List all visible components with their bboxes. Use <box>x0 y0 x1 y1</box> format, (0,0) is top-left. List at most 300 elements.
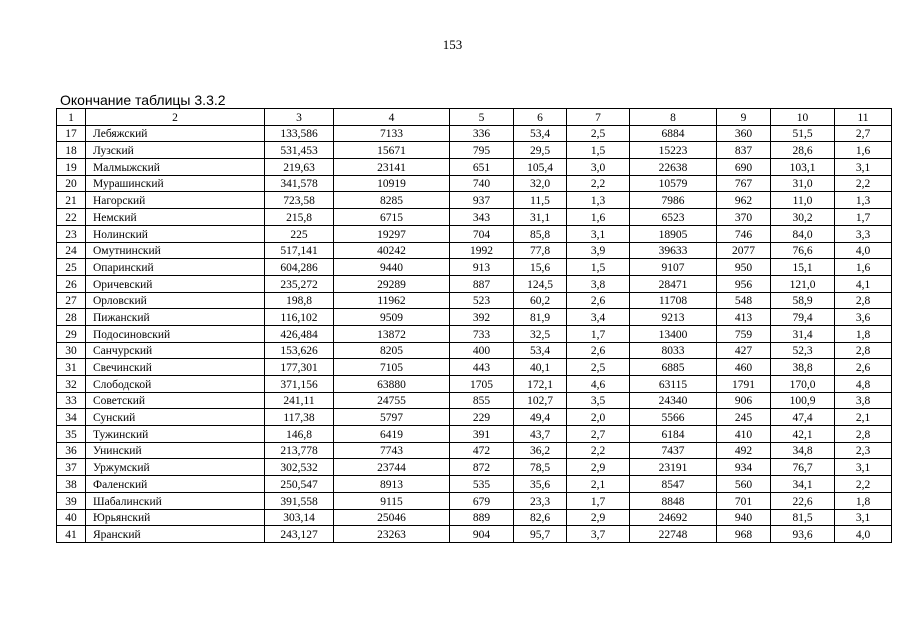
value-cell: 9440 <box>334 259 450 276</box>
table-row <box>57 192 892 209</box>
table-row <box>57 175 892 192</box>
value-cell: 229 <box>450 409 514 426</box>
value-cell: 23,3 <box>514 492 567 509</box>
row-number-cell: 37 <box>57 459 86 476</box>
value-cell: 32,0 <box>514 175 567 192</box>
value-cell: 2,8 <box>835 426 892 443</box>
district-name-cell: Сунский <box>86 409 265 426</box>
value-cell: 1791 <box>717 376 771 393</box>
value-cell: 1,6 <box>835 259 892 276</box>
value-cell: 172,1 <box>514 376 567 393</box>
value-cell: 336 <box>450 125 514 142</box>
value-cell: 243,127 <box>265 526 334 543</box>
value-cell: 6715 <box>334 209 450 226</box>
column-header: 5 <box>450 109 514 126</box>
row-number-cell: 25 <box>57 259 86 276</box>
value-cell: 2,2 <box>835 476 892 493</box>
value-cell: 103,1 <box>771 159 835 176</box>
value-cell: 43,7 <box>514 426 567 443</box>
column-header: 11 <box>835 109 892 126</box>
value-cell: 410 <box>717 426 771 443</box>
value-cell: 82,6 <box>514 509 567 526</box>
value-cell: 6419 <box>334 426 450 443</box>
row-number-cell: 41 <box>57 526 86 543</box>
value-cell: 235,272 <box>265 275 334 292</box>
value-cell: 15671 <box>334 142 450 159</box>
value-cell: 121,0 <box>771 275 835 292</box>
value-cell: 6884 <box>630 125 717 142</box>
value-cell: 872 <box>450 459 514 476</box>
value-cell: 837 <box>717 142 771 159</box>
column-header: 4 <box>334 109 450 126</box>
value-cell: 8285 <box>334 192 450 209</box>
value-cell: 213,778 <box>265 442 334 459</box>
value-cell: 36,2 <box>514 442 567 459</box>
value-cell: 962 <box>717 192 771 209</box>
value-cell: 679 <box>450 492 514 509</box>
table-row <box>57 275 892 292</box>
column-header: 9 <box>717 109 771 126</box>
district-name-cell: Омутнинский <box>86 242 265 259</box>
value-cell: 28471 <box>630 275 717 292</box>
value-cell: 31,1 <box>514 209 567 226</box>
value-cell: 1992 <box>450 242 514 259</box>
value-cell: 19297 <box>334 225 450 242</box>
value-cell: 81,5 <box>771 509 835 526</box>
value-cell: 3,3 <box>835 225 892 242</box>
value-cell: 3,5 <box>567 392 630 409</box>
column-header: 1 <box>57 109 86 126</box>
district-name-cell: Пижанский <box>86 309 265 326</box>
value-cell: 2,1 <box>835 409 892 426</box>
column-header: 2 <box>86 109 265 126</box>
value-cell: 3,7 <box>567 526 630 543</box>
value-cell: 426,484 <box>265 325 334 342</box>
value-cell: 133,586 <box>265 125 334 142</box>
value-cell: 7133 <box>334 125 450 142</box>
district-name-cell: Опаринский <box>86 259 265 276</box>
table-row <box>57 526 892 543</box>
value-cell: 84,0 <box>771 225 835 242</box>
value-cell: 2,6 <box>835 359 892 376</box>
value-cell: 47,4 <box>771 409 835 426</box>
header-row <box>57 109 892 126</box>
value-cell: 28,6 <box>771 142 835 159</box>
value-cell: 51,5 <box>771 125 835 142</box>
value-cell: 40242 <box>334 242 450 259</box>
row-number-cell: 23 <box>57 225 86 242</box>
value-cell: 3,0 <box>567 159 630 176</box>
value-cell: 1,7 <box>835 209 892 226</box>
value-cell: 1,8 <box>835 492 892 509</box>
value-cell: 93,6 <box>771 526 835 543</box>
table-row <box>57 492 892 509</box>
value-cell: 177,301 <box>265 359 334 376</box>
value-cell: 427 <box>717 342 771 359</box>
row-number-cell: 36 <box>57 442 86 459</box>
value-cell: 31,0 <box>771 175 835 192</box>
district-name-cell: Юрьянский <box>86 509 265 526</box>
district-name-cell: Орловский <box>86 292 265 309</box>
row-number-cell: 22 <box>57 209 86 226</box>
value-cell: 2,2 <box>567 175 630 192</box>
table-row <box>57 409 892 426</box>
value-cell: 23744 <box>334 459 450 476</box>
row-number-cell: 33 <box>57 392 86 409</box>
value-cell: 560 <box>717 476 771 493</box>
value-cell: 2,5 <box>567 359 630 376</box>
table-caption: Окончание таблицы 3.3.2 <box>60 92 226 108</box>
value-cell: 8033 <box>630 342 717 359</box>
value-cell: 25046 <box>334 509 450 526</box>
value-cell: 1,5 <box>567 259 630 276</box>
value-cell: 63115 <box>630 376 717 393</box>
value-cell: 52,3 <box>771 342 835 359</box>
table-row <box>57 309 892 326</box>
value-cell: 701 <box>717 492 771 509</box>
value-cell: 2,2 <box>567 442 630 459</box>
district-name-cell: Свечинский <box>86 359 265 376</box>
row-number-cell: 32 <box>57 376 86 393</box>
value-cell: 60,2 <box>514 292 567 309</box>
value-cell: 2,2 <box>835 175 892 192</box>
value-cell: 746 <box>717 225 771 242</box>
value-cell: 22748 <box>630 526 717 543</box>
value-cell: 78,5 <box>514 459 567 476</box>
value-cell: 3,9 <box>567 242 630 259</box>
district-name-cell: Мурашинский <box>86 175 265 192</box>
value-cell: 31,4 <box>771 325 835 342</box>
value-cell: 3,1 <box>835 159 892 176</box>
value-cell: 9115 <box>334 492 450 509</box>
value-cell: 523 <box>450 292 514 309</box>
district-name-cell: Тужинский <box>86 426 265 443</box>
value-cell: 1,3 <box>835 192 892 209</box>
district-name-cell: Унинский <box>86 442 265 459</box>
value-cell: 76,6 <box>771 242 835 259</box>
district-name-cell: Слободской <box>86 376 265 393</box>
value-cell: 24755 <box>334 392 450 409</box>
value-cell: 40,1 <box>514 359 567 376</box>
row-number-cell: 30 <box>57 342 86 359</box>
row-number-cell: 38 <box>57 476 86 493</box>
district-name-cell: Яранский <box>86 526 265 543</box>
value-cell: 887 <box>450 275 514 292</box>
value-cell: 548 <box>717 292 771 309</box>
table-row <box>57 242 892 259</box>
value-cell: 2,6 <box>567 342 630 359</box>
value-cell: 950 <box>717 259 771 276</box>
value-cell: 759 <box>717 325 771 342</box>
value-cell: 7105 <box>334 359 450 376</box>
value-cell: 3,1 <box>835 459 892 476</box>
value-cell: 250,547 <box>265 476 334 493</box>
row-number-cell: 34 <box>57 409 86 426</box>
row-number-cell: 28 <box>57 309 86 326</box>
row-number-cell: 31 <box>57 359 86 376</box>
value-cell: 2,9 <box>567 459 630 476</box>
value-cell: 4,0 <box>835 242 892 259</box>
district-name-cell: Нагорский <box>86 192 265 209</box>
value-cell: 2,5 <box>567 125 630 142</box>
value-cell: 2,7 <box>567 426 630 443</box>
table-row <box>57 142 892 159</box>
value-cell: 855 <box>450 392 514 409</box>
table-row <box>57 259 892 276</box>
value-cell: 535 <box>450 476 514 493</box>
table-row <box>57 342 892 359</box>
value-cell: 32,5 <box>514 325 567 342</box>
value-cell: 53,4 <box>514 125 567 142</box>
value-cell: 934 <box>717 459 771 476</box>
table-row <box>57 292 892 309</box>
value-cell: 460 <box>717 359 771 376</box>
value-cell: 11962 <box>334 292 450 309</box>
value-cell: 4,8 <box>835 376 892 393</box>
value-cell: 343 <box>450 209 514 226</box>
value-cell: 371,156 <box>265 376 334 393</box>
value-cell: 198,8 <box>265 292 334 309</box>
value-cell: 2,3 <box>835 442 892 459</box>
value-cell: 956 <box>717 275 771 292</box>
value-cell: 18905 <box>630 225 717 242</box>
value-cell: 795 <box>450 142 514 159</box>
value-cell: 35,6 <box>514 476 567 493</box>
row-number-cell: 18 <box>57 142 86 159</box>
value-cell: 76,7 <box>771 459 835 476</box>
value-cell: 102,7 <box>514 392 567 409</box>
value-cell: 704 <box>450 225 514 242</box>
value-cell: 9509 <box>334 309 450 326</box>
value-cell: 4,1 <box>835 275 892 292</box>
table-body <box>57 125 892 542</box>
value-cell: 940 <box>717 509 771 526</box>
value-cell: 6184 <box>630 426 717 443</box>
value-cell: 10919 <box>334 175 450 192</box>
district-name-cell: Немский <box>86 209 265 226</box>
value-cell: 2,1 <box>567 476 630 493</box>
value-cell: 170,0 <box>771 376 835 393</box>
value-cell: 23263 <box>334 526 450 543</box>
value-cell: 2,9 <box>567 509 630 526</box>
value-cell: 303,14 <box>265 509 334 526</box>
value-cell: 146,8 <box>265 426 334 443</box>
value-cell: 302,532 <box>265 459 334 476</box>
table-row <box>57 159 892 176</box>
value-cell: 85,8 <box>514 225 567 242</box>
value-cell: 11708 <box>630 292 717 309</box>
value-cell: 1,3 <box>567 192 630 209</box>
value-cell: 38,8 <box>771 359 835 376</box>
value-cell: 24692 <box>630 509 717 526</box>
value-cell: 124,5 <box>514 275 567 292</box>
value-cell: 29289 <box>334 275 450 292</box>
data-table <box>56 108 892 543</box>
table-row <box>57 426 892 443</box>
value-cell: 413 <box>717 309 771 326</box>
district-name-cell: Шабалинский <box>86 492 265 509</box>
value-cell: 2,0 <box>567 409 630 426</box>
value-cell: 34,8 <box>771 442 835 459</box>
value-cell: 8913 <box>334 476 450 493</box>
district-name-cell: Малмыжский <box>86 159 265 176</box>
value-cell: 4,0 <box>835 526 892 543</box>
district-name-cell: Оричевский <box>86 275 265 292</box>
table-row <box>57 325 892 342</box>
value-cell: 391,558 <box>265 492 334 509</box>
value-cell: 2,8 <box>835 292 892 309</box>
table-row <box>57 392 892 409</box>
district-name-cell: Санчурский <box>86 342 265 359</box>
value-cell: 77,8 <box>514 242 567 259</box>
value-cell: 9107 <box>630 259 717 276</box>
value-cell: 53,4 <box>514 342 567 359</box>
row-number-cell: 29 <box>57 325 86 342</box>
value-cell: 3,4 <box>567 309 630 326</box>
value-cell: 1,7 <box>567 492 630 509</box>
value-cell: 6523 <box>630 209 717 226</box>
value-cell: 904 <box>450 526 514 543</box>
row-number-cell: 35 <box>57 426 86 443</box>
value-cell: 3,8 <box>567 275 630 292</box>
value-cell: 2077 <box>717 242 771 259</box>
table-row <box>57 359 892 376</box>
value-cell: 968 <box>717 526 771 543</box>
value-cell: 604,286 <box>265 259 334 276</box>
value-cell: 723,58 <box>265 192 334 209</box>
value-cell: 81,9 <box>514 309 567 326</box>
value-cell: 3,6 <box>835 309 892 326</box>
value-cell: 360 <box>717 125 771 142</box>
value-cell: 1705 <box>450 376 514 393</box>
table-row <box>57 476 892 493</box>
value-cell: 8547 <box>630 476 717 493</box>
value-cell: 24340 <box>630 392 717 409</box>
value-cell: 11,5 <box>514 192 567 209</box>
value-cell: 3,1 <box>835 509 892 526</box>
row-number-cell: 21 <box>57 192 86 209</box>
value-cell: 3,8 <box>835 392 892 409</box>
value-cell: 23141 <box>334 159 450 176</box>
district-name-cell: Лебяжский <box>86 125 265 142</box>
value-cell: 153,626 <box>265 342 334 359</box>
value-cell: 392 <box>450 309 514 326</box>
value-cell: 341,578 <box>265 175 334 192</box>
value-cell: 8848 <box>630 492 717 509</box>
row-number-cell: 40 <box>57 509 86 526</box>
value-cell: 1,5 <box>567 142 630 159</box>
row-number-cell: 19 <box>57 159 86 176</box>
value-cell: 15223 <box>630 142 717 159</box>
value-cell: 7986 <box>630 192 717 209</box>
value-cell: 219,63 <box>265 159 334 176</box>
table-row <box>57 125 892 142</box>
value-cell: 58,9 <box>771 292 835 309</box>
value-cell: 370 <box>717 209 771 226</box>
column-header: 7 <box>567 109 630 126</box>
page-number: 153 <box>442 37 463 52</box>
value-cell: 95,7 <box>514 526 567 543</box>
value-cell: 889 <box>450 509 514 526</box>
table-row <box>57 459 892 476</box>
value-cell: 651 <box>450 159 514 176</box>
value-cell: 15,6 <box>514 259 567 276</box>
column-header: 6 <box>514 109 567 126</box>
value-cell: 906 <box>717 392 771 409</box>
row-number-cell: 26 <box>57 275 86 292</box>
value-cell: 117,38 <box>265 409 334 426</box>
value-cell: 15,1 <box>771 259 835 276</box>
value-cell: 740 <box>450 175 514 192</box>
value-cell: 5797 <box>334 409 450 426</box>
row-number-cell: 27 <box>57 292 86 309</box>
value-cell: 215,8 <box>265 209 334 226</box>
district-name-cell: Лузский <box>86 142 265 159</box>
value-cell: 79,4 <box>771 309 835 326</box>
value-cell: 3,1 <box>567 225 630 242</box>
value-cell: 6885 <box>630 359 717 376</box>
row-number-cell: 24 <box>57 242 86 259</box>
value-cell: 30,2 <box>771 209 835 226</box>
value-cell: 1,6 <box>567 209 630 226</box>
row-number-cell: 20 <box>57 175 86 192</box>
district-name-cell: Подосиновский <box>86 325 265 342</box>
column-header: 3 <box>265 109 334 126</box>
value-cell: 4,6 <box>567 376 630 393</box>
value-cell: 23191 <box>630 459 717 476</box>
value-cell: 2,8 <box>835 342 892 359</box>
value-cell: 39633 <box>630 242 717 259</box>
value-cell: 2,6 <box>567 292 630 309</box>
value-cell: 13400 <box>630 325 717 342</box>
value-cell: 492 <box>717 442 771 459</box>
value-cell: 913 <box>450 259 514 276</box>
value-cell: 5566 <box>630 409 717 426</box>
value-cell: 531,453 <box>265 142 334 159</box>
value-cell: 2,7 <box>835 125 892 142</box>
row-number-cell: 17 <box>57 125 86 142</box>
district-name-cell: Фаленский <box>86 476 265 493</box>
value-cell: 472 <box>450 442 514 459</box>
value-cell: 7437 <box>630 442 717 459</box>
value-cell: 63880 <box>334 376 450 393</box>
table-row <box>57 225 892 242</box>
value-cell: 105,4 <box>514 159 567 176</box>
value-cell: 7743 <box>334 442 450 459</box>
table-row <box>57 509 892 526</box>
table-row <box>57 209 892 226</box>
value-cell: 443 <box>450 359 514 376</box>
value-cell: 225 <box>265 225 334 242</box>
value-cell: 49,4 <box>514 409 567 426</box>
value-cell: 241,11 <box>265 392 334 409</box>
value-cell: 8205 <box>334 342 450 359</box>
table-row <box>57 442 892 459</box>
value-cell: 245 <box>717 409 771 426</box>
value-cell: 391 <box>450 426 514 443</box>
table-row <box>57 376 892 393</box>
value-cell: 1,7 <box>567 325 630 342</box>
value-cell: 34,1 <box>771 476 835 493</box>
value-cell: 9213 <box>630 309 717 326</box>
value-cell: 937 <box>450 192 514 209</box>
value-cell: 1,8 <box>835 325 892 342</box>
value-cell: 690 <box>717 159 771 176</box>
value-cell: 733 <box>450 325 514 342</box>
value-cell: 767 <box>717 175 771 192</box>
value-cell: 400 <box>450 342 514 359</box>
column-header: 10 <box>771 109 835 126</box>
